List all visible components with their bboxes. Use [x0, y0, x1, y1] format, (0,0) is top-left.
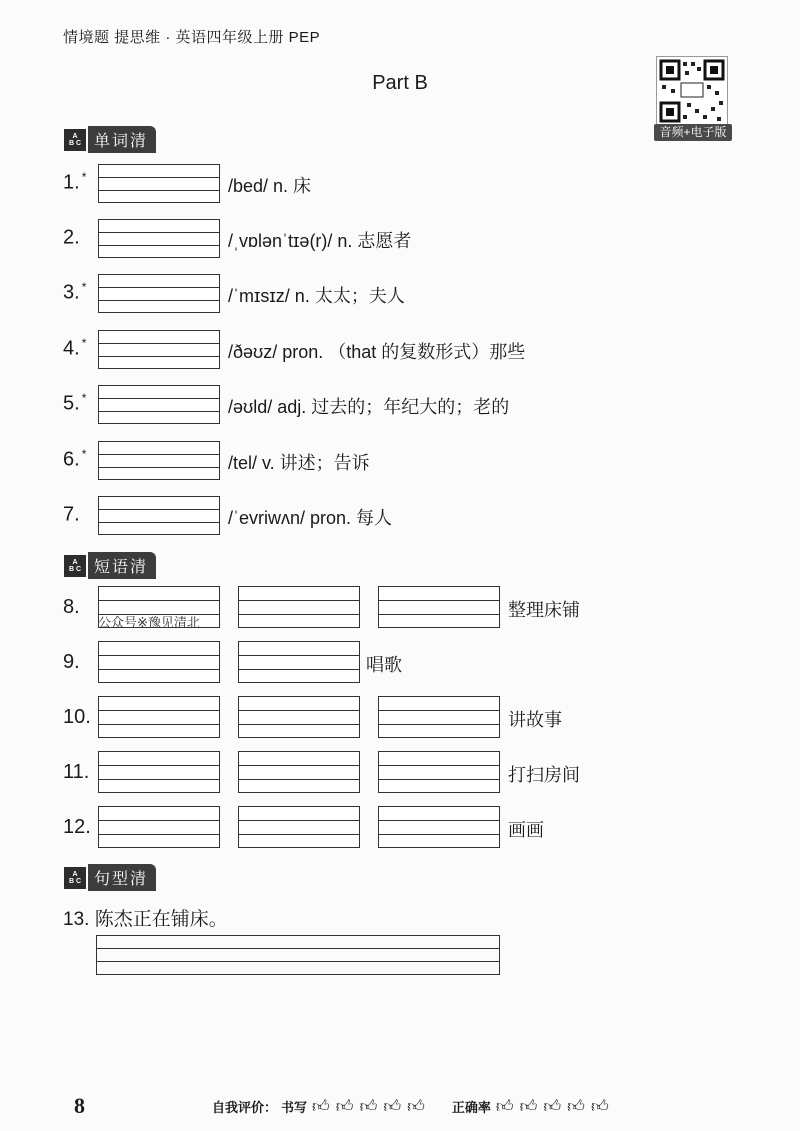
question-number: 10.: [63, 706, 91, 728]
word-meaning: /ðəʊz/ pron. （that 的复数形式）那些: [228, 342, 526, 362]
thumbs-up-icon[interactable]: 👍︎: [567, 1097, 585, 1116]
thumbs-up-icon[interactable]: 👍︎: [312, 1097, 330, 1116]
self-evaluation: [212, 1096, 610, 1117]
phrase-meaning: 打扫房间: [508, 765, 580, 785]
section-words: [64, 126, 156, 153]
section-title-sentences: 句型清: [88, 864, 156, 891]
thumbs-up-icon[interactable]: 👍︎: [590, 1097, 609, 1116]
part-title: Part B: [372, 72, 428, 94]
answer-box[interactable]: [378, 806, 500, 848]
self-eval-label: 自我评价：: [212, 1100, 278, 1115]
section-title-phrases: 短语清: [88, 552, 156, 579]
word-meaning: /tel/ v. 讲述；告诉: [228, 453, 370, 473]
thumbs-up-icon[interactable]: 👍︎: [495, 1097, 514, 1116]
thumbs-up-icon[interactable]: 👍︎: [543, 1097, 562, 1116]
thumbs-up-icon[interactable]: 👍︎: [335, 1097, 354, 1116]
answer-box[interactable]: [238, 806, 360, 848]
answer-box[interactable]: [98, 164, 220, 203]
word-meaning: /bed/ n. 床: [228, 176, 312, 196]
answer-box[interactable]: [238, 586, 360, 628]
page-number: 8: [74, 1093, 85, 1118]
answer-box[interactable]: [238, 696, 360, 738]
sentence-answer-lines[interactable]: [96, 935, 500, 975]
question-number: 2.: [63, 226, 80, 249]
answer-box[interactable]: [98, 219, 220, 258]
answer-box[interactable]: [378, 696, 500, 738]
qr-label: 音频+电子版: [654, 124, 732, 141]
answer-box[interactable]: [378, 586, 500, 628]
question-number: 8.: [63, 596, 80, 618]
phrase-meaning: 画画: [508, 820, 544, 840]
question-number: 11.: [63, 761, 90, 783]
answer-box[interactable]: [98, 274, 220, 313]
thumbs-up-icon[interactable]: 👍︎: [359, 1097, 378, 1116]
question-number: 12.: [63, 816, 91, 838]
answer-box[interactable]: [98, 441, 220, 480]
thumbs-up-icon[interactable]: 👍︎: [383, 1097, 402, 1116]
abc-icon: A B C: [64, 867, 86, 889]
phrase-meaning: 讲故事: [508, 710, 562, 730]
answer-box[interactable]: [238, 751, 360, 793]
answer-box[interactable]: [378, 751, 500, 793]
writing-label: 书写: [281, 1100, 308, 1115]
question-number: 6. *: [63, 447, 87, 471]
word-meaning: /ˌvɒlənˈtɪə(r)/ n. 志愿者: [228, 231, 412, 251]
accuracy-label: 正确率: [451, 1100, 491, 1115]
answer-box[interactable]: [98, 641, 220, 683]
phrase-meaning: 唱歌: [366, 655, 402, 675]
answer-box[interactable]: [98, 696, 220, 738]
word-meaning: /ˈmɪsɪz/ n. 太太；夫人: [228, 286, 405, 306]
question-number: 9.: [63, 651, 80, 673]
section-phrases: [64, 552, 156, 579]
question-number: 3. *: [63, 280, 87, 304]
question-number: 5. *: [63, 391, 87, 415]
question-number: 7.: [63, 503, 80, 526]
section-title-words: 单词清: [88, 126, 156, 153]
question-number: 4. *: [63, 336, 87, 360]
thumbs-up-icon[interactable]: 👍︎: [519, 1097, 538, 1116]
word-meaning: /ˈevriwʌn/ pron. 每人: [228, 508, 393, 528]
answer-box[interactable]: [98, 806, 220, 848]
answer-box[interactable]: [98, 496, 220, 535]
page-header: 情境题 提思维 · 英语四年级上册 PEP: [63, 29, 321, 46]
answer-box[interactable]: [98, 385, 220, 424]
sentence-question: 13. 陈杰正在铺床。: [63, 909, 228, 930]
word-meaning: /əʊld/ adj. 过去的；年纪大的；老的: [228, 397, 510, 417]
watermark: 公众号※豫见清北: [98, 615, 200, 630]
question-number: 1. *: [63, 170, 87, 194]
answer-box[interactable]: [238, 641, 360, 683]
abc-icon: A B C: [64, 555, 86, 577]
section-sentences: [64, 864, 156, 891]
answer-box[interactable]: [98, 751, 220, 793]
thumbs-up-icon[interactable]: 👍︎: [407, 1097, 425, 1116]
qr-code: [656, 56, 728, 126]
phrase-meaning: 整理床铺: [508, 600, 580, 620]
abc-icon: A B C: [64, 129, 86, 151]
answer-box[interactable]: [98, 330, 220, 369]
